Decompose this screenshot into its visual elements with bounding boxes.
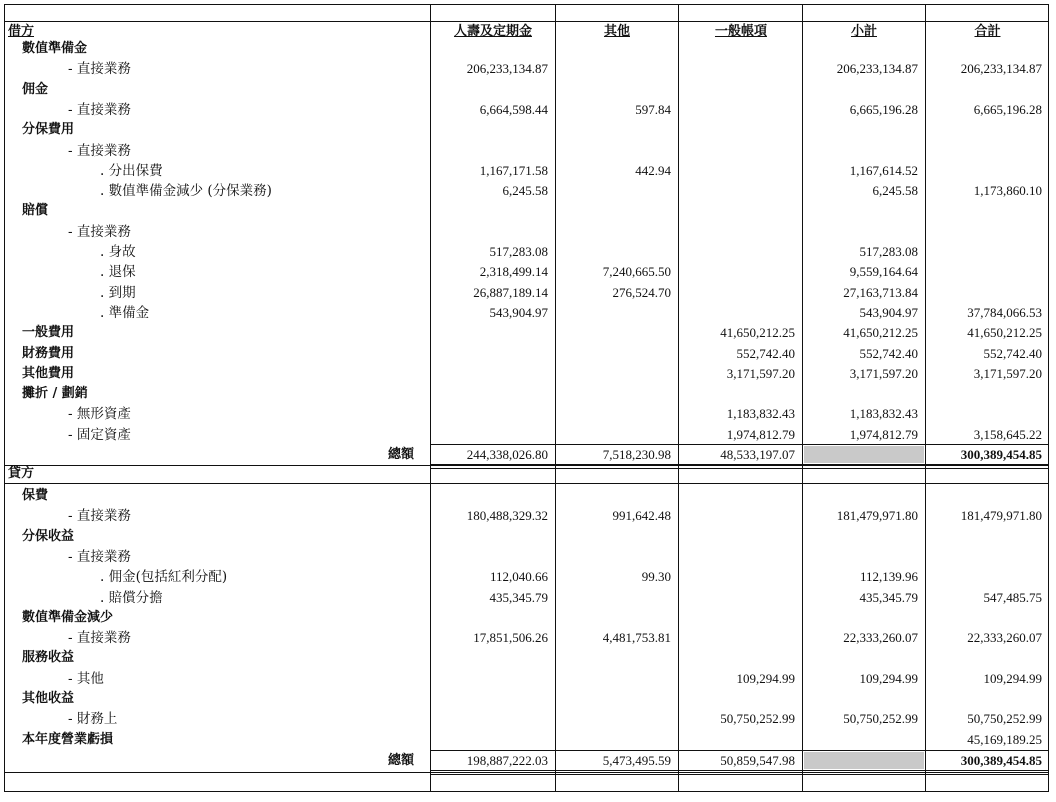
total-rule — [430, 750, 1049, 751]
column-header-life: 人壽及定期金 — [453, 24, 532, 39]
debit-section-title: 借方 — [8, 24, 35, 39]
value-cell — [556, 364, 671, 384]
row-label: . 身故 — [100, 244, 136, 260]
value-cell — [432, 730, 548, 750]
total-cell — [803, 751, 918, 771]
table-row — [0, 567, 1056, 587]
row-label: . 佣金(包括紅利分配) — [100, 569, 228, 586]
value-cell — [680, 486, 795, 506]
value-cell — [926, 608, 1042, 628]
value-cell — [680, 384, 795, 404]
value-cell — [432, 344, 548, 364]
row-label: 分保費用 — [22, 122, 75, 138]
row-label: . 數值準備金減少 (分保業務) — [100, 183, 272, 200]
value-cell — [803, 730, 918, 750]
value-cell — [680, 242, 795, 262]
value-cell — [432, 648, 548, 668]
value-cell — [556, 39, 671, 59]
total-cell: 5,473,495.59 — [602, 753, 671, 768]
table-row — [0, 364, 1056, 384]
value-cell — [556, 181, 671, 201]
value-cell — [926, 120, 1042, 140]
value-cell — [556, 59, 671, 79]
total-cell: 7,518,230.98 — [602, 447, 671, 462]
value-cell — [556, 120, 671, 140]
value-cell — [803, 547, 918, 567]
total-cell: 50,859,547.98 — [720, 753, 795, 768]
value-cell: 99.30 — [641, 569, 671, 585]
row-label: 財務費用 — [22, 345, 75, 361]
table-row — [0, 201, 1056, 221]
value-cell: 206,233,134.87 — [836, 61, 918, 77]
total-label: 總額 — [387, 447, 414, 462]
value-cell: 1,173,860.10 — [973, 183, 1042, 199]
value-cell — [926, 222, 1042, 242]
value-cell — [432, 80, 548, 100]
table-row — [0, 608, 1056, 628]
value-cell: 1,974,812.79 — [849, 426, 918, 442]
value-cell — [680, 161, 795, 181]
value-cell: 517,283.08 — [489, 244, 548, 259]
value-cell — [556, 344, 671, 364]
row-label: - 財務上 — [68, 711, 118, 728]
value-cell: 206,233,134.87 — [960, 61, 1042, 77]
value-cell — [680, 506, 795, 526]
row-label: 一般費用 — [22, 325, 75, 341]
value-cell — [803, 222, 918, 242]
credit-section-title: 貸方 — [8, 466, 35, 481]
value-cell: 41,650,212.25 — [720, 325, 795, 341]
total-cell: 198,887,222.03 — [466, 753, 548, 768]
value-cell: 7,240,665.50 — [602, 264, 671, 280]
value-cell — [926, 161, 1042, 181]
value-cell: 1,974,812.79 — [726, 426, 795, 442]
value-cell — [680, 222, 795, 242]
value-cell: 27,163,713.84 — [843, 284, 918, 300]
value-cell — [432, 486, 548, 506]
value-cell — [556, 425, 671, 445]
value-cell: 181,479,971.80 — [960, 508, 1042, 524]
value-cell — [680, 303, 795, 323]
total-rule — [430, 444, 1049, 445]
column-header-total: 合計 — [974, 24, 1001, 39]
value-cell — [680, 608, 795, 628]
row-label: 攤折 / 劃銷 — [22, 386, 88, 402]
value-cell — [556, 486, 671, 506]
table-row — [0, 80, 1056, 100]
value-cell — [432, 222, 548, 242]
value-cell: 435,345.79 — [859, 589, 918, 605]
value-cell: 1,167,171.58 — [479, 162, 548, 178]
row-label: - 直接業務 — [68, 223, 131, 240]
value-cell: 181,479,971.80 — [836, 508, 918, 524]
table-row — [0, 547, 1056, 567]
table-row — [0, 689, 1056, 709]
row-label: - 無形資產 — [68, 406, 131, 423]
value-cell: 3,171,597.20 — [726, 365, 795, 381]
row-label: 數值準備金 — [22, 41, 88, 56]
value-cell: 597.84 — [635, 101, 671, 117]
value-cell — [926, 567, 1042, 587]
value-cell — [680, 588, 795, 608]
total-cell: 244,338,026.80 — [466, 447, 548, 462]
row-label: 其他收益 — [22, 691, 75, 706]
value-cell — [432, 364, 548, 384]
row-label: 賠償 — [22, 203, 49, 219]
table-row — [0, 141, 1056, 161]
value-cell — [680, 547, 795, 567]
row-label: - 直接業務 — [68, 142, 131, 159]
table-row — [0, 242, 1056, 262]
table-row — [0, 161, 1056, 181]
table-row — [0, 384, 1056, 404]
table-row — [0, 120, 1056, 140]
value-cell — [556, 527, 671, 547]
value-cell: 4,481,753.81 — [602, 630, 671, 646]
column-header-other: 其他 — [603, 24, 630, 39]
value-cell: 50,750,252.99 — [720, 711, 795, 727]
value-cell — [556, 303, 671, 323]
value-cell — [556, 709, 671, 729]
value-cell — [926, 648, 1042, 668]
value-cell — [926, 384, 1042, 404]
value-cell — [926, 201, 1042, 221]
value-cell: 543,904.97 — [859, 304, 918, 320]
value-cell — [680, 262, 795, 282]
value-cell: 37,784,066.53 — [967, 304, 1042, 320]
value-cell: 17,851,506.26 — [473, 630, 548, 646]
table-row — [0, 181, 1056, 201]
value-cell — [432, 323, 548, 343]
table-row — [0, 648, 1056, 668]
total-row — [0, 445, 1056, 465]
value-cell: 2,318,499.14 — [479, 264, 548, 280]
value-cell — [432, 689, 548, 709]
value-cell: 1,167,614.52 — [849, 162, 918, 178]
row-label: 佣金 — [22, 81, 49, 97]
value-cell: 109,294.99 — [983, 670, 1042, 686]
value-cell — [432, 709, 548, 729]
value-cell — [556, 80, 671, 100]
value-cell — [803, 80, 918, 100]
value-cell: 6,245.58 — [502, 183, 548, 199]
value-cell — [680, 80, 795, 100]
row-label: . 退保 — [100, 264, 136, 281]
row-label: . 準備金 — [100, 304, 150, 321]
row-label: - 直接業務 — [68, 548, 131, 565]
total-cell — [803, 445, 918, 465]
table-row — [0, 527, 1056, 547]
value-cell: 552,742.40 — [859, 345, 918, 361]
table-row — [0, 39, 1056, 59]
value-cell — [556, 669, 671, 689]
value-cell: 552,742.40 — [736, 345, 795, 361]
table-row — [0, 669, 1056, 689]
value-cell: 442.94 — [635, 162, 671, 178]
table-row — [0, 404, 1056, 424]
table-row — [0, 628, 1056, 648]
value-cell — [680, 181, 795, 201]
table-row — [0, 425, 1056, 445]
section-divider — [4, 483, 1049, 484]
value-cell — [803, 141, 918, 161]
row-label: - 固定資產 — [68, 426, 131, 443]
row-label: 本年度營業虧損 — [22, 731, 114, 747]
value-cell — [432, 201, 548, 221]
row-label: . 到期 — [100, 284, 136, 301]
value-cell: 517,283.08 — [859, 244, 918, 259]
value-cell — [556, 323, 671, 343]
value-cell — [680, 120, 795, 140]
row-label: 服務收益 — [22, 650, 75, 666]
value-cell — [432, 39, 548, 59]
value-cell — [556, 547, 671, 567]
value-cell: 50,750,252.99 — [843, 711, 918, 727]
total-cell: 300,389,454.85 — [960, 753, 1042, 768]
value-cell: 45,169,189.25 — [967, 731, 1042, 747]
value-cell — [680, 59, 795, 79]
value-cell — [556, 242, 671, 262]
value-cell — [803, 201, 918, 221]
value-cell — [556, 384, 671, 404]
value-cell — [556, 588, 671, 608]
column-header-general: 一般帳項 — [714, 24, 767, 39]
row-label: . 賠償分擔 — [100, 589, 163, 606]
value-cell — [926, 547, 1042, 567]
value-cell — [926, 283, 1042, 303]
value-cell — [926, 39, 1042, 59]
value-cell: 1,183,832.43 — [849, 406, 918, 422]
table-row — [0, 283, 1056, 303]
value-cell — [680, 648, 795, 668]
total-cell: 48,533,197.07 — [720, 447, 795, 462]
value-cell: 22,333,260.07 — [967, 630, 1042, 646]
value-cell: 9,559,164.64 — [849, 264, 918, 280]
value-cell: 50,750,252.99 — [967, 711, 1042, 727]
value-cell: 6,664,598.44 — [479, 101, 548, 117]
value-cell: 3,158,645.22 — [973, 426, 1042, 442]
value-cell — [926, 486, 1042, 506]
value-cell — [432, 527, 548, 547]
value-cell — [803, 120, 918, 140]
value-cell — [803, 39, 918, 59]
row-label: . 分出保費 — [100, 162, 163, 179]
value-cell — [803, 648, 918, 668]
value-cell: 26,887,189.14 — [473, 284, 548, 300]
value-cell — [926, 242, 1042, 262]
value-cell — [432, 425, 548, 445]
value-cell — [926, 141, 1042, 161]
total-row — [0, 751, 1056, 771]
total-label: 總額 — [387, 753, 414, 768]
value-cell: 112,139.96 — [859, 569, 918, 585]
value-cell — [556, 608, 671, 628]
table-row — [0, 303, 1056, 323]
value-cell: 435,345.79 — [489, 589, 548, 605]
table-row — [0, 100, 1056, 120]
value-cell — [926, 527, 1042, 547]
value-cell — [803, 608, 918, 628]
value-cell: 109,294.99 — [736, 670, 795, 686]
value-cell: 543,904.97 — [489, 304, 548, 320]
value-cell: 1,183,832.43 — [726, 406, 795, 422]
total-rule — [430, 464, 1049, 469]
row-label: - 直接業務 — [68, 508, 131, 525]
value-cell: 6,245.58 — [872, 183, 918, 199]
value-cell — [556, 201, 671, 221]
value-cell — [556, 222, 671, 242]
value-cell: 552,742.40 — [983, 345, 1042, 361]
row-label: 分保收益 — [22, 528, 75, 544]
value-cell: 22,333,260.07 — [843, 630, 918, 646]
row-label: 其他費用 — [22, 365, 75, 381]
value-cell — [432, 608, 548, 628]
value-cell: 6,665,196.28 — [973, 101, 1042, 117]
table-row — [0, 222, 1056, 242]
value-cell — [803, 384, 918, 404]
row-label: - 直接業務 — [68, 101, 131, 118]
value-cell — [803, 689, 918, 709]
table-row — [0, 709, 1056, 729]
value-cell: 547,485.75 — [983, 589, 1042, 605]
table-row — [0, 588, 1056, 608]
value-cell — [926, 80, 1042, 100]
value-cell — [926, 262, 1042, 282]
value-cell: 112,040.66 — [489, 569, 548, 585]
row-label: - 直接業務 — [68, 61, 131, 78]
value-cell — [556, 689, 671, 709]
value-cell — [926, 404, 1042, 424]
value-cell — [432, 404, 548, 424]
value-cell — [680, 100, 795, 120]
value-cell — [680, 201, 795, 221]
column-header-subtotal: 小計 — [850, 24, 877, 39]
value-cell — [680, 628, 795, 648]
value-cell: 180,488,329.32 — [466, 508, 548, 524]
value-cell — [432, 384, 548, 404]
row-label: - 直接業務 — [68, 630, 131, 647]
value-cell: 41,650,212.25 — [967, 325, 1042, 341]
value-cell — [432, 141, 548, 161]
value-cell — [803, 527, 918, 547]
value-cell: 41,650,212.25 — [843, 325, 918, 341]
value-cell — [432, 547, 548, 567]
total-rule — [430, 770, 1049, 775]
row-label: 保費 — [22, 488, 49, 503]
row-label: 數值準備金減少 — [22, 609, 114, 625]
value-cell — [680, 689, 795, 709]
value-cell: 206,233,134.87 — [466, 61, 548, 77]
table-row — [0, 344, 1056, 364]
value-cell: 6,665,196.28 — [849, 101, 918, 117]
table-row — [0, 262, 1056, 282]
row-label: - 其他 — [68, 670, 104, 687]
value-cell: 109,294.99 — [859, 670, 918, 686]
value-cell — [803, 486, 918, 506]
value-cell — [556, 404, 671, 424]
value-cell — [556, 730, 671, 750]
table-row — [0, 730, 1056, 750]
value-cell — [680, 283, 795, 303]
value-cell: 991,642.48 — [612, 508, 671, 524]
value-cell — [680, 730, 795, 750]
value-cell — [680, 141, 795, 161]
value-cell — [926, 689, 1042, 709]
value-cell — [432, 120, 548, 140]
value-cell — [680, 567, 795, 587]
value-cell — [680, 527, 795, 547]
value-cell — [680, 39, 795, 59]
value-cell: 276,524.70 — [612, 284, 671, 300]
table-row — [0, 506, 1056, 526]
value-cell — [432, 669, 548, 689]
value-cell — [556, 648, 671, 668]
table-row — [0, 486, 1056, 506]
value-cell: 3,171,597.20 — [849, 365, 918, 381]
value-cell — [556, 141, 671, 161]
table-row — [0, 59, 1056, 79]
total-cell: 300,389,454.85 — [960, 447, 1042, 462]
table-row — [0, 323, 1056, 343]
value-cell: 3,171,597.20 — [973, 365, 1042, 381]
